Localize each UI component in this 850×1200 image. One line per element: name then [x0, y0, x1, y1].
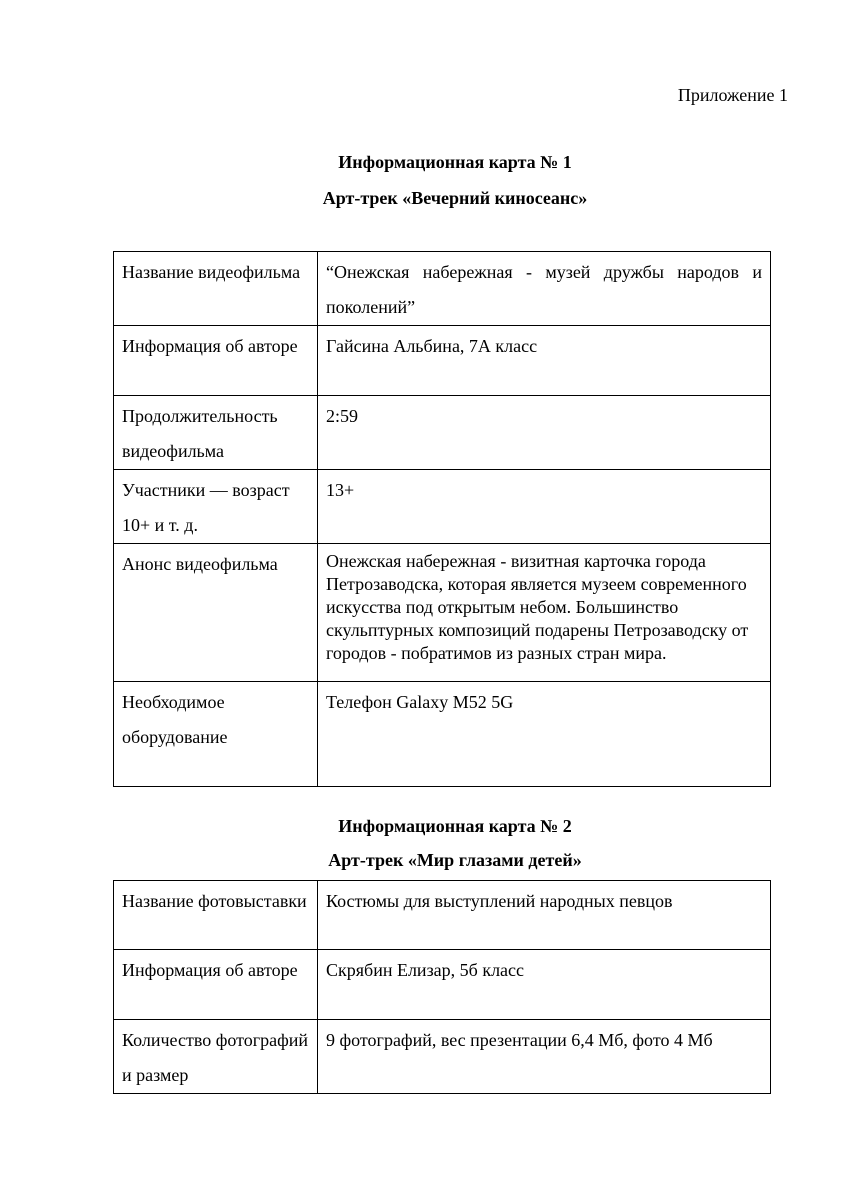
table-row — [114, 326, 771, 396]
table-row — [114, 544, 771, 682]
card1-title: Информационная карта № 1 — [338, 152, 572, 172]
table-row — [114, 470, 771, 544]
row-value: “Онежская набережная - музей дружбы народов и поколений” — [318, 252, 771, 326]
row-label: Продолжительность видеофильма — [114, 396, 318, 470]
table-row — [114, 682, 771, 787]
table-row — [114, 252, 771, 326]
row-label: Информация об авторе — [114, 326, 318, 396]
row-value: Онежская набережная - визитная карточка города Петрозаводска, которая является музеем современного искусства под открытым небом. Большинство скульптурных композиций подарены Петрозаводску от городов - побратимов из разных стран мира. — [318, 544, 771, 682]
row-label: Количество фотографий и размер — [114, 1020, 318, 1094]
table-row — [114, 881, 771, 950]
card1-table — [113, 251, 771, 787]
row-value: Костюмы для выступлений народных певцов — [318, 881, 771, 950]
row-value: Гайсина Альбина, 7А класс — [318, 326, 771, 396]
table-row — [114, 1020, 771, 1094]
row-label: Информация об авторе — [114, 950, 318, 1020]
row-value: Скрябин Елизар, 5б класс — [318, 950, 771, 1020]
row-label: Участники — возраст 10+ и т. д. — [114, 470, 318, 544]
card1-subtitle: Арт-трек «Вечерний киносеанс» — [322, 188, 588, 208]
card2-title: Информационная карта № 2 — [338, 816, 572, 836]
row-label: Анонс видеофильма — [114, 544, 318, 682]
table-row — [114, 396, 771, 470]
row-value: Телефон Galaxy M52 5G — [318, 682, 771, 787]
card2-subtitle: Арт-трек «Мир глазами детей» — [328, 850, 582, 870]
row-label: Название фотовыставки — [114, 881, 318, 950]
row-value: 13+ — [318, 470, 771, 544]
card2-table — [113, 880, 771, 1094]
row-label: Название видеофильма — [114, 252, 318, 326]
row-value: 9 фотографий, вес презентации 6,4 Мб, фото 4 Мб — [318, 1020, 771, 1094]
row-value: 2:59 — [318, 396, 771, 470]
table-row — [114, 950, 771, 1020]
appendix-label: Приложение 1 — [677, 85, 788, 105]
row-label: Необходимое оборудование — [114, 682, 318, 787]
